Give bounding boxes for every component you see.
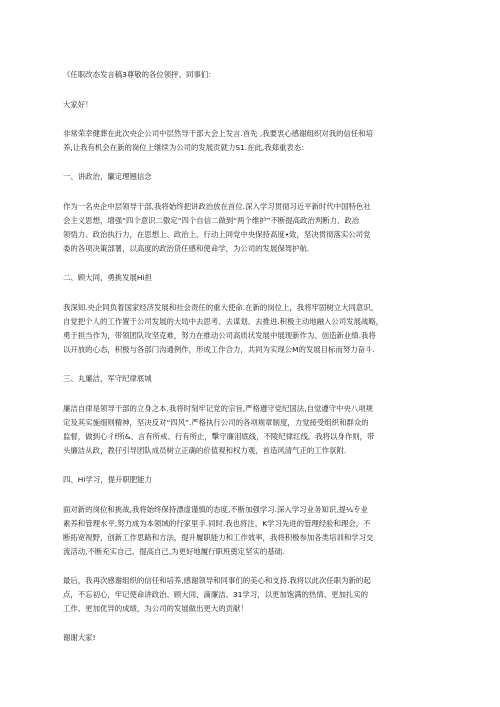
paragraph-line: 非常荣幸健葬在此次央企公司中层然导干部大会上发言.首先 ,我要衷心感谢组织对我的信任和培 (63, 129, 374, 138)
section-heading-3: 三、丸廉洁，军守纪律底城 (63, 374, 152, 383)
section-paragraph-4 (63, 503, 441, 559)
paragraph-line: 我深知.央企同负着国家经济发展和社会责任的重大使命.在新的岗位上，我将牢固树立大同意识， (63, 303, 379, 312)
paragraph-line: 会主义思想，增强“四个意识二傲定“四个自信二做到“两个维护”不断提高政治判断力、政冶 (63, 216, 360, 225)
paragraph-line: 断拓宽视野，创新工作思路和方法，提升履职能力和工作效率，我将积极参加各类培训和学习交 (63, 533, 374, 542)
section-paragraph-3 (63, 402, 441, 458)
paragraph-line: 工作、更加优异的成绩，为公司的发展做出更大的贡献！ (63, 604, 248, 613)
paragraph-line: 最后，我再次感谢组织的信任和培养,感谢领导和同事们的美心和支持.我将以此次任职为新的起 (63, 576, 371, 585)
paragraph-line: 面对新的岗位和挑战,我将始终保持漂虚谨慎的态度,不断加强学习.深入学习业务知识,提¼专业 (63, 505, 368, 514)
paragraph-line: 领悟力、政治执行力，在思想上、政治上、行动上同党中央保持高度•致，坚决贯彻落实公司党 (63, 230, 371, 239)
section-paragraph-1 (63, 200, 441, 256)
paragraph-line: 头廉洁从政，教仔引导团队成员树立正确的价值观和权力观，首造风清气正的工作氛附. (63, 446, 347, 455)
paragraph-line: 定及其实施细则精神，坚决反对“四风”.严格执行公司的各项规章制度，力觉接受组织和群众的 (63, 418, 369, 427)
paragraph-line: 素养和管理水平,努力成为本领域的行家里手.同时.我也将注，K学习先进的管理经验和理会，不 (63, 519, 371, 528)
closing-paragraph (63, 574, 441, 616)
paragraph-line: 点，不忘初心，牢记使命讲政治、顾大同、滴廉洁、31学习，以更加饱满的热情、更加扎实的 (63, 590, 369, 599)
paragraph-line: 勇于担当作为，带领团队攻坚克难，努力在推动公司高质状发展中展现新作为、创造新业绩.我将 (63, 331, 376, 340)
document-body (63, 68, 441, 645)
closing-thanks: 谢谢大家! (63, 633, 96, 642)
paragraph-line: 自觉把个人的工作置于公司发展的大局中去思考、去谋划、去推进.积极主动地融入公司发展战略， (63, 317, 384, 326)
paragraph-line: 监督，做到心彳f所&、言有所戒、行有所止，擊守廉泪底线，不陵纪律红线。我将以身作则，带 (63, 432, 375, 441)
paragraph-line: 流活动,不断充实自己、提高自己,为更好地履行职班奠定坚实的基础. (63, 547, 285, 556)
salutation: 大家好！ (63, 100, 93, 109)
paragraph-line: 以开放的心态，积极与各部门沟通例作，形成工作合力，共同为实现公M的发展目标而努力奋斗. (63, 345, 375, 354)
intro-paragraph (63, 127, 441, 155)
document-title: 《任职改态发言稿3尊敬的各位领抨、同事们： (63, 70, 216, 79)
paragraph-line: 作为一名央企中层领导干部,我将始终把讲政治放在首位.深入学习贯彻习近平新时代中国特色社 (63, 202, 371, 211)
paragraph-line: 委的各项决策部署，以高度的政治货任感和使命学，为公司的发展保驾护航. (63, 244, 310, 253)
section-heading-1: 一、讲政治，簾定理翘信念 (63, 172, 152, 181)
section-heading-2: 二、顾大同，勇挑发展Hi担 (63, 273, 152, 282)
section-paragraph-2 (63, 301, 441, 357)
paragraph-line: 廉洁自律是领导干部的立身之本.我将时刻牢记党的宗旨,严格遵守党纪国法,自觉遵守中央八项规 (63, 404, 374, 413)
paragraph-line: 养,让我有机会在新的岗位上继续为公司的发展贡就力S1.在此,我郑重表态： (63, 143, 309, 152)
section-heading-4: 四、Hi学习，提升职肥能力 (63, 475, 152, 484)
